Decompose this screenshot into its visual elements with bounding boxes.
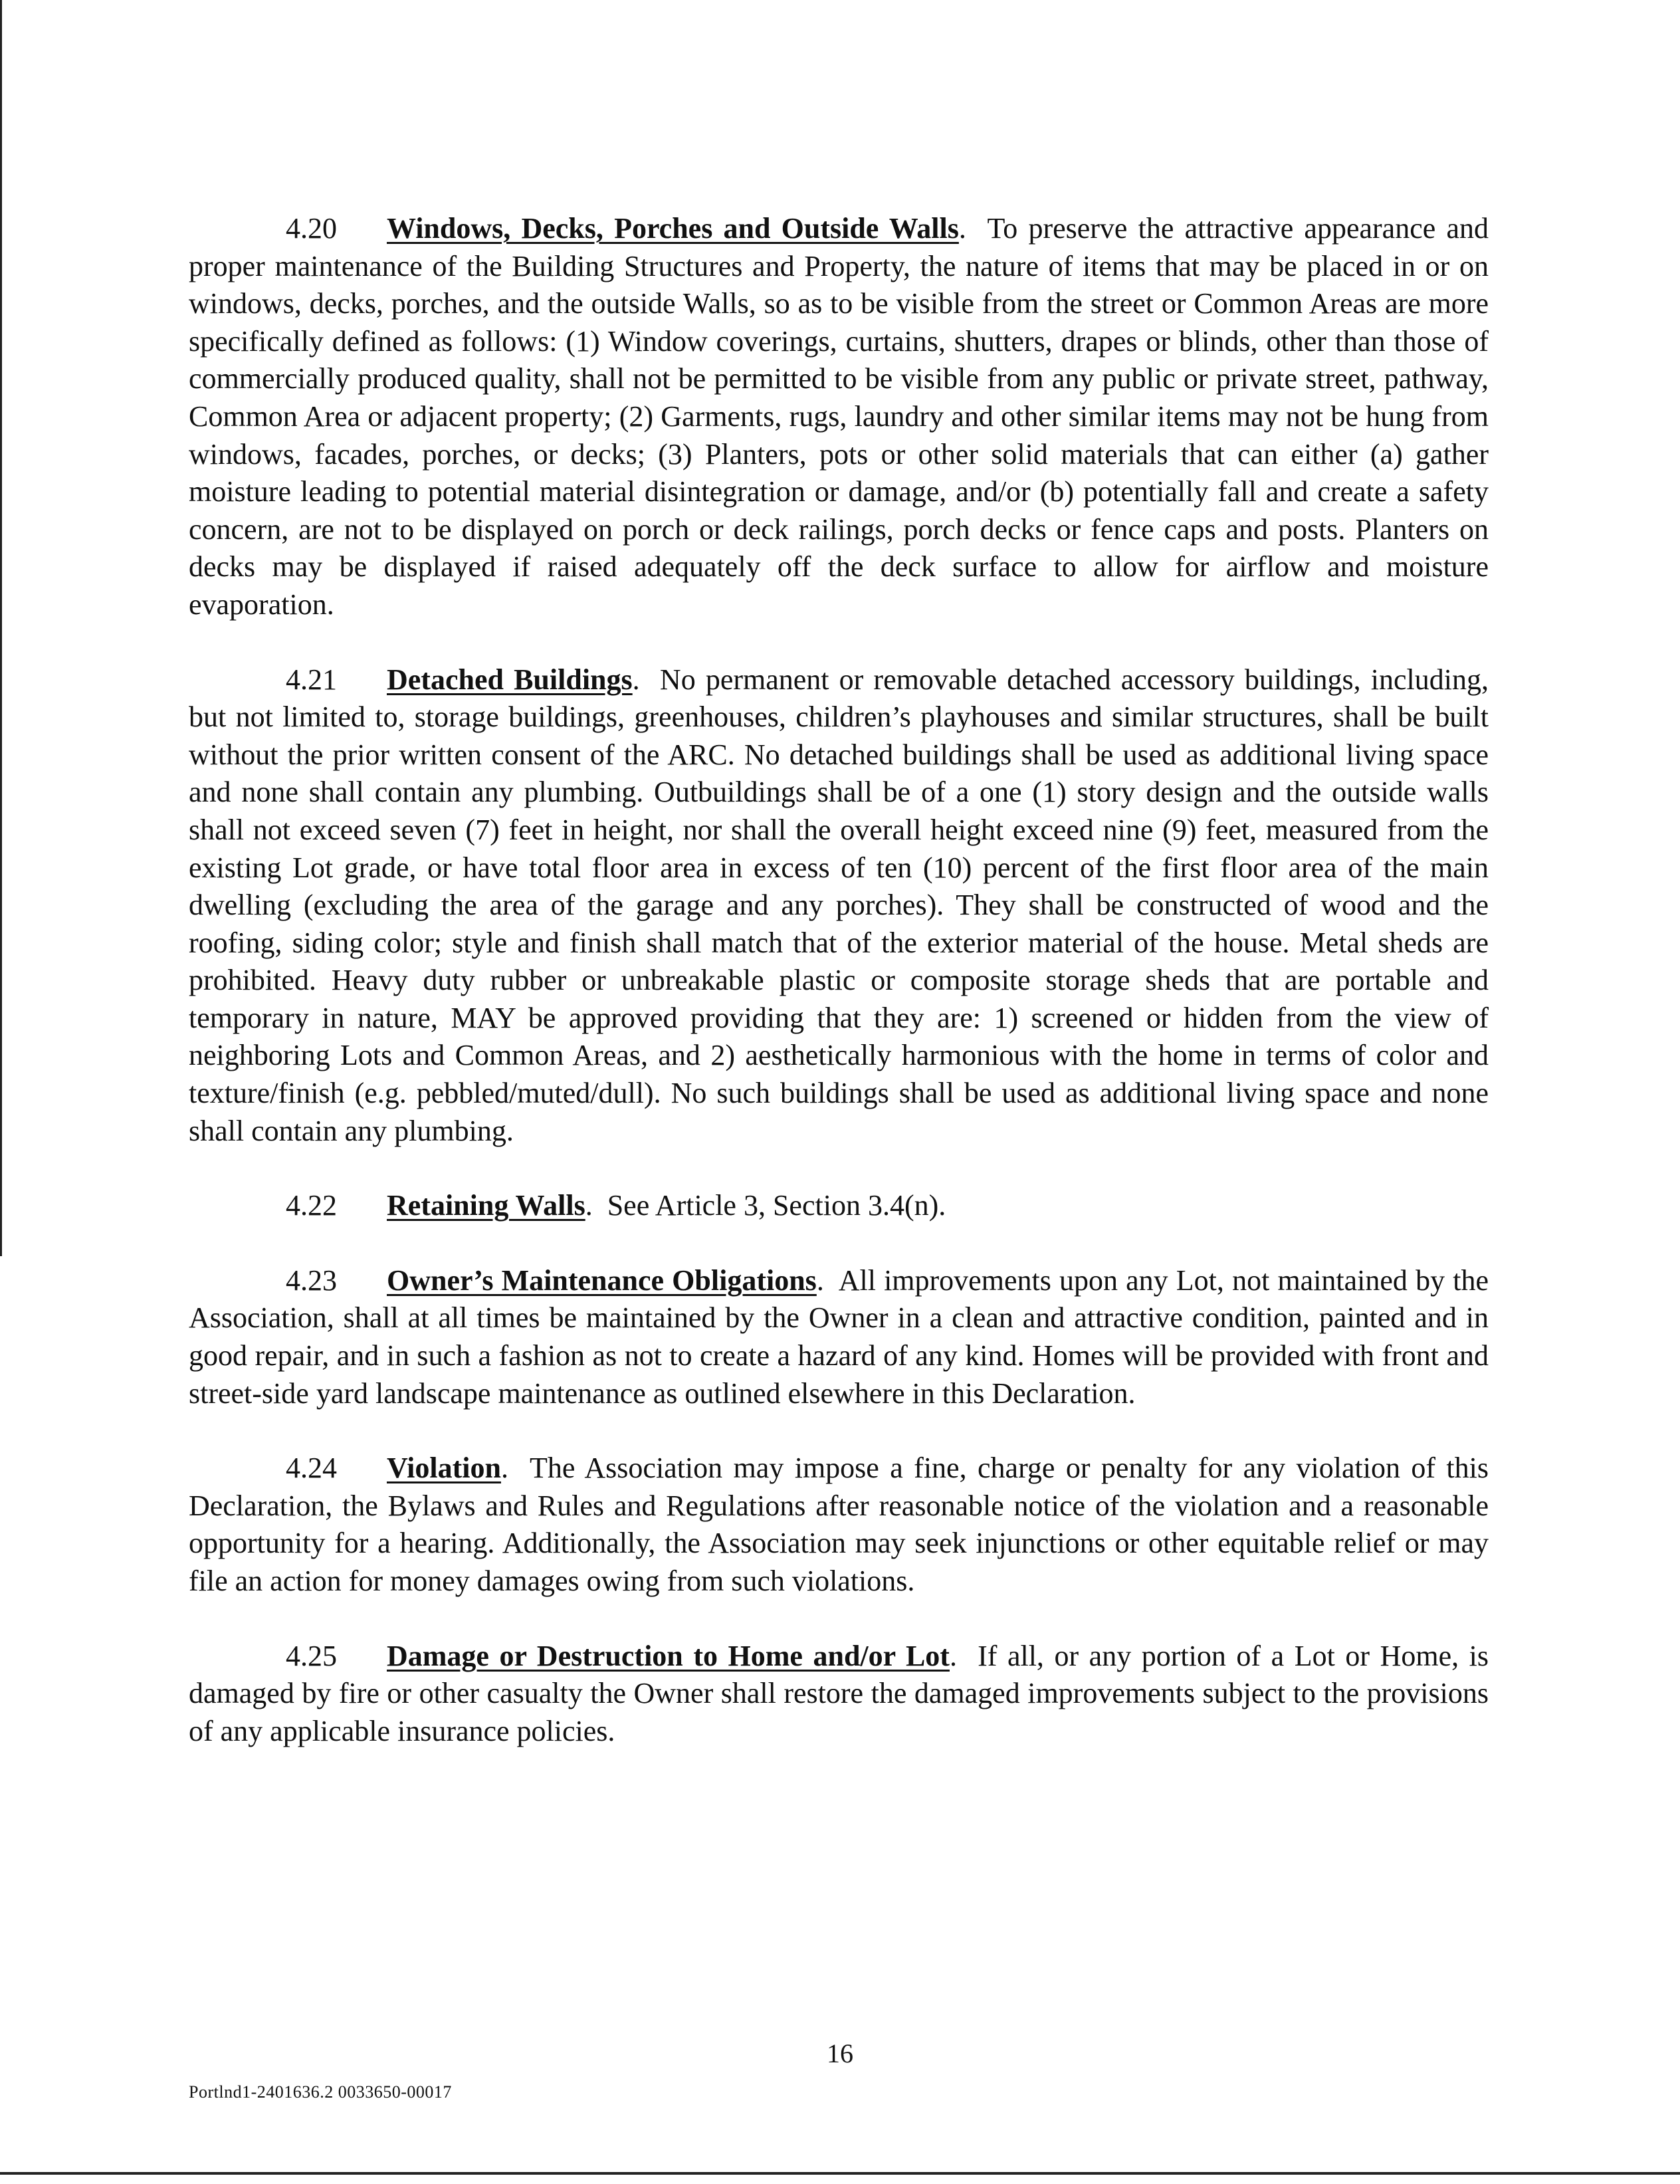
section-body: All improvements upon any Lot, not maintained by the Association, shall at all times be maintained by the Owner in a clean and attractive condition, painted and in good repair, and in such a fashion as not to create a hazard of any kind. Homes will be provided with front and street-side yard landscape maintenance as outlined elsewhere in this Declaration.	[189, 1263, 1489, 1410]
document-body	[189, 210, 1489, 1750]
section-number: 4.25	[286, 1639, 337, 1672]
section-number: 4.23	[286, 1263, 337, 1297]
section-heading: Windows, Decks, Porches and Outside Walls	[387, 212, 959, 245]
section-heading: Detached Buildings	[387, 663, 633, 696]
scan-edge-line	[0, 0, 2, 1256]
section-heading: Damage or Destruction to Home and/or Lot	[387, 1639, 950, 1672]
section-body: If all, or any portion of a Lot or Home, is damaged by fire or other casualty the Owner shall restore the damaged improvements subject to the provisions of any applicable insurance policies.	[189, 1639, 1489, 1747]
section-body: No permanent or removable detached accessory buildings, including, but not limited to, storage buildings, greenhouses, children’s playhouses and similar structures, shall be built without the prior written consent of the ARC. No detached buildings shall be used as additional living space and none shall contain any plumbing. Outbuildings shall be of a one (1) story design and the outside walls shall not exceed seven (7) feet in height, nor shall the overall height exceed nine (9) feet, measured from the existing Lot grade, or have total floor area in excess of ten (10) percent of the first floor area of the main dwelling (excluding the area of the garage and any porches). They shall be constructed of wood and the roofing, siding color; style and finish shall match that of the exterior material of the house. Metal sheds are prohibited. Heavy duty rubber or unbreakable plastic or composite storage sheds that are portable and temporary in nature, MAY be approved providing that they are: 1) screened or hidden from the view of neighboring Lots and Common Areas, and 2) aesthetically harmonious with the home in terms of color and texture/finish (e.g. pebbled/muted/dull). No such buildings shall be used as additional living space and none shall contain any plumbing.	[189, 663, 1489, 1147]
page-number: 16	[827, 2038, 853, 2068]
heading-period: .	[585, 1189, 607, 1222]
section-number: 4.21	[286, 663, 337, 696]
section-number: 4.22	[286, 1189, 337, 1222]
heading-period: .	[949, 1639, 978, 1672]
section-4-20	[189, 210, 1489, 624]
section-body: The Association may impose a fine, charge or penalty for any violation of this Declaration, the Bylaws and Rules and Regulations after reasonable notice of the violation and a reasonable opportunity for a hearing. Additionally, the Association may seek injunctions or other equitable relief or may file an action for money damages owing from such violations.	[189, 1452, 1489, 1597]
section-body: To preserve the attractive appearance and proper maintenance of the Building Structures and Property, the nature of items that may be placed in or on windows, decks, porches, and the outside Walls, so as to be visible from the street or Common Areas are more specifically defined as follows: (1) Window coverings, curtains, shutters, drapes or blinds, other than those of commercially produced quality, shall not be permitted to be visible from any public or private street, pathway, Common Area or adjacent property; (2) Garments, rugs, laundry and other similar items may not be hung from windows, facades, porches, or decks; (3) Planters, pots or other solid materials that can either (a) gather moisture leading to potential material disintegration or damage, and/or (b) potentially fall and create a safety concern, are not to be displayed on porch or deck railings, porch decks or fence caps and posts. Planters on decks may be displayed if raised adequately off the deck surface to allow for airflow and moisture evaporation.	[189, 212, 1489, 621]
document-id: Portlnd1-2401636.2 0033650-00017	[189, 2082, 452, 2102]
section-heading: Owner’s Maintenance Obligations	[387, 1263, 817, 1297]
heading-period: .	[816, 1263, 839, 1297]
section-4-22	[189, 1187, 1489, 1225]
heading-period: .	[500, 1452, 530, 1485]
section-heading: Violation	[387, 1452, 501, 1485]
section-4-24	[189, 1450, 1489, 1600]
section-4-21	[189, 661, 1489, 1150]
section-body: See Article 3, Section 3.4(n).	[607, 1189, 946, 1222]
scan-bottom-edge	[0, 2172, 1680, 2175]
heading-period: .	[958, 212, 988, 245]
section-number: 4.20	[286, 212, 337, 245]
section-4-23	[189, 1262, 1489, 1412]
heading-period: .	[632, 663, 660, 696]
section-heading: Retaining Walls	[387, 1189, 585, 1222]
section-number: 4.24	[286, 1452, 337, 1485]
section-4-25	[189, 1638, 1489, 1751]
